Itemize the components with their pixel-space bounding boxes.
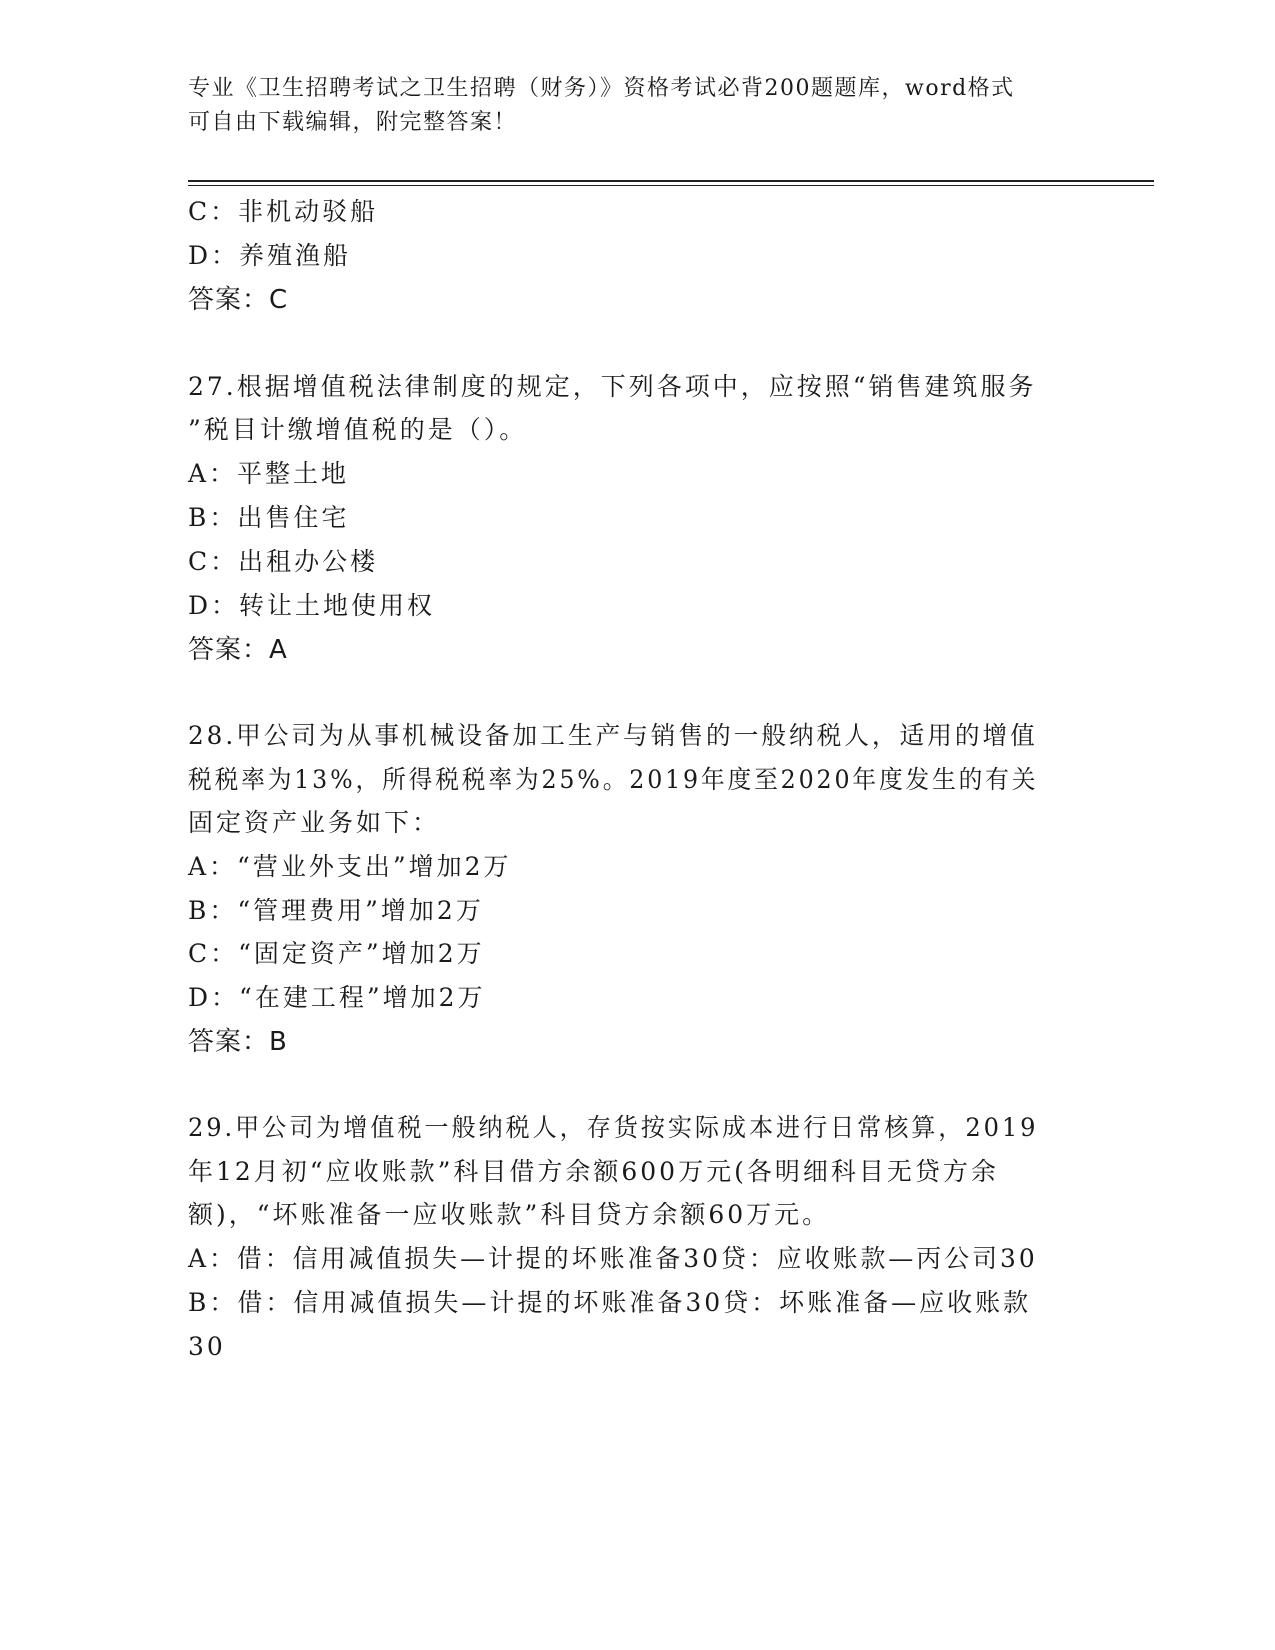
q27-option-b: B：出售住宅: [188, 503, 350, 532]
header-line-1: 专业《卫生招聘考试之卫生招聘（财务）》资格考试必背200题题库，word格式: [188, 76, 1015, 101]
header-divider-thick: [188, 180, 1154, 182]
q29-option-b-line-1: B：借：信用减值损失—计提的坏账准备30贷：坏账准备—应收账款: [188, 1288, 1032, 1317]
q28-option-b: B：“管理费用”增加2万: [188, 896, 484, 925]
q26-answer: 答案：C: [188, 285, 289, 315]
header-line-2: 可自由下载编辑，附完整答案！: [188, 110, 518, 135]
q27-answer: 答案：A: [188, 635, 288, 665]
q26-option-c: C：非机动驳船: [188, 197, 379, 226]
q28-option-d: D：“在建工程”增加2万: [188, 983, 486, 1012]
q28-option-c: C：“固定资产”增加2万: [188, 939, 485, 968]
q27-option-c: C：出租办公楼: [188, 547, 379, 576]
q29-stem-line-1: 29.甲公司为增值税一般纳税人，存货按实际成本进行日常核算，2019: [188, 1113, 1039, 1142]
q28-stem-line-2: 税税率为13%，所得税税率为25%。2019年度至2020年度发生的有关: [188, 765, 1039, 794]
q27-option-a: A：平整土地: [188, 459, 350, 488]
header-divider-thin: [188, 185, 1154, 186]
q26-option-d: D：养殖渔船: [188, 241, 352, 270]
q29-option-b-line-2: 30: [188, 1332, 226, 1361]
document-header: [188, 72, 1068, 140]
q29-stem-line-2: 年12月初“应收账款”科目借方余额600万元(各明细科目无贷方余: [188, 1157, 999, 1186]
q28-stem-line-1: 28.甲公司为从事机械设备加工生产与销售的一般纳税人，适用的增值: [188, 721, 1038, 750]
q29-stem-line-3: 额)，“坏账准备一应收账款”科目贷方余额60万元。: [188, 1200, 831, 1229]
q29-option-a: A：借：信用减值损失—计提的坏账准备30贷：应收账款—丙公司30: [188, 1244, 1038, 1273]
q27-option-d: D：转让土地使用权: [188, 591, 436, 620]
q27-stem-line-1: 27.根据增值税法律制度的规定，下列各项中，应按照“销售建筑服务: [188, 372, 1037, 401]
q28-answer: 答案：B: [188, 1027, 288, 1057]
q27-stem-line-2: ”税目计缴增值税的是（）。: [188, 415, 528, 444]
q28-option-a: A：“营业外支出”增加2万: [188, 852, 512, 881]
q28-stem-line-3: 固定资产业务如下：: [188, 808, 441, 837]
